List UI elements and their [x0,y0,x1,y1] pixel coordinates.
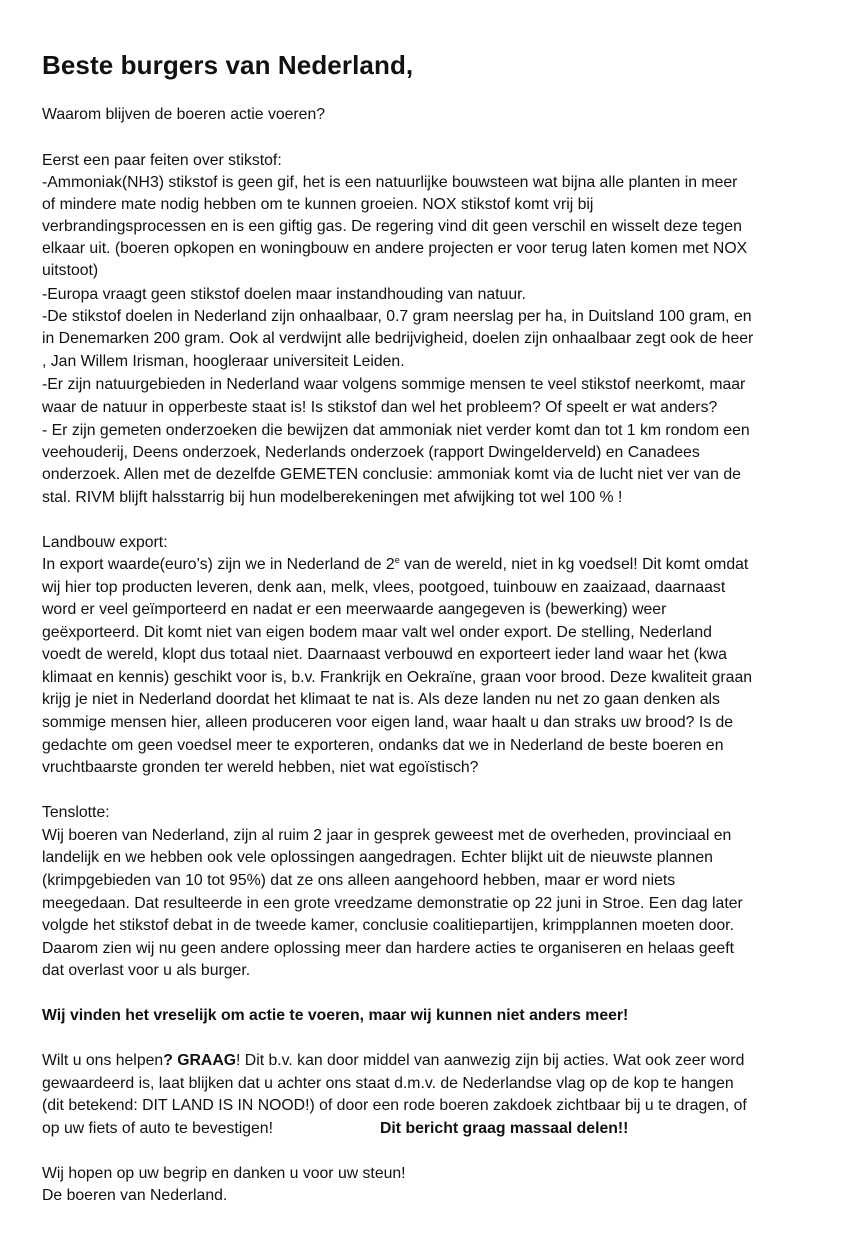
tenslotte-line: meegedaan. Dat resulteerde in een grote vreedzame demonstratie op 22 juni in Stroe. Een dag later [42,895,743,912]
tenslotte-line: landelijk en we hebben ook vele oplossingen aangedragen. Echter blijkt uit de nieuwste plannen [42,849,713,866]
graag-emphasis: ? GRAAG [163,1052,237,1069]
export-line: vruchtbaarste gronden ter wereld hebben, niet wat egoïstisch? [42,759,479,776]
stikstof-line: , Jan Willem Irisman, hoogleraar universiteit Leiden. [42,353,405,370]
help-line-end: ! Dit b.v. kan door middel van aanwezig zijn bij acties. Wat ook zeer word [236,1052,745,1069]
export-line: voedt de wereld, klopt dus totaal niet. Daarnaast verbouwd en exporteert ieder land waar het (kwa [42,646,727,663]
export-line [42,554,748,576]
share-call-to-action: Dit bericht graag massaal delen!! [380,1120,629,1137]
closing-thanks: Wij hopen op uw begrip en danken u voor uw steun! [42,1165,406,1182]
stikstof-line: veehouderij, Deens onderzoek, Nederlands onderzoek (rapport Dwingelderveld) en Canadees [42,444,700,461]
export-line: krijg je niet in Nederland doordat het klimaat te nat is. Als deze landen nu net zo gaan denken als [42,691,720,708]
export-line: geëxporteerd. Dit komt niet van eigen bodem maar valt wel onder export. De stelling, Nederland [42,624,712,641]
help-line: gewaardeerd is, laat blijken dat u achter ons staat d.m.v. de Nederlandse vlag op de kop te hangen [42,1075,734,1092]
closing-signature: De boeren van Nederland. [42,1187,228,1204]
tenslotte-line: Daarom zien wij nu geen andere oplossing meer dan hardere acties te organiseren en helaas geeft [42,940,734,957]
help-line [42,1050,744,1072]
stikstof-line: elkaar uit. (boeren opkopen en woningbouw en andere projecten er voor terug laten komen met NOX [42,240,748,257]
stikstof-line: -Ammoniak(NH3) stikstof is geen gif, het is een natuurlijke bouwsteen wat bijna alle planten in meer [42,174,738,191]
stikstof-line: -Er zijn natuurgebieden in Nederland waar volgens sommige mensen te veel stikstof neerkomt, maar [42,376,746,393]
stikstof-line: in Denemarken 200 gram. Ook al verdwijnt alle bedrijvigheid, doelen zijn onhaalbaar zegt ook de heer [42,330,754,347]
tenslotte-heading: Tenslotte: [42,804,110,821]
stikstof-line: stal. RIVM blijft halsstarrig bij hun modelberekeningen met afwijking tot wel 100 % ! [42,489,623,506]
tenslotte-line: (krimpgebieden van 10 tot 95%) dat ze ons alleen aangehoord hebben, maar er word niets [42,872,676,889]
export-line: klimaat en kennis) geschikt voor is, b.v. Frankrijk en Oekraïne, graan voor brood. Deze kwaliteit graan [42,669,753,686]
tenslotte-line: Wij boeren van Nederland, zijn al ruim 2 jaar in gesprek geweest met de overheden, provinciaal en [42,827,732,844]
export-line-start: In export waarde(euro’s) zijn we in Nederland de 2 [42,556,395,573]
help-line: op uw fiets of auto te bevestigen! [42,1120,273,1137]
export-line-end: van de wereld, niet in kg voedsel! Dit komt omdat [399,556,749,573]
export-line: sommige mensen hier, alleen produceren voor eigen land, waar haalt u dan straks uw brood? Is de [42,714,734,731]
tenslotte-line: dat overlast voor u als burger. [42,962,251,979]
export-line: wij hier top producten leveren, denk aan, melk, vlees, pootgoed, tuinbouw en zaaizaad, daarnaast [42,579,726,596]
intro-question: Waarom blijven de boeren actie voeren? [42,106,326,123]
export-heading: Landbouw export: [42,534,168,551]
stikstof-line: uitstoot) [42,262,99,279]
stikstof-line: verbrandingsprocessen en is een giftig gas. De regering vind dit geen verschil en wisselt deze tegen [42,218,742,235]
superscript-e: e [394,555,400,565]
stikstof-line: onderzoek. Allen met de dezelfde GEMETEN conclusie: ammoniak komt via de lucht niet ver van de [42,466,741,483]
export-line: gedachte om geen voedsel meer te exporteren, ondanks dat we in Nederland de beste boeren en [42,737,724,754]
stikstof-heading: Eerst een paar feiten over stikstof: [42,152,282,169]
stikstof-line: - Er zijn gemeten onderzoeken die bewijzen dat ammoniak niet verder komt dan tot 1 km rondom een [42,422,750,439]
stikstof-line: -De stikstof doelen in Nederland zijn onhaalbaar, 0.7 gram neerslag per ha, in Duitsland 100 gram, en [42,308,752,325]
stikstof-line: waar de natuur in opperbeste staat is! Is stikstof dan wel het probleem? Of speelt er wat anders? [42,399,718,416]
help-line-start: Wilt u ons helpen [42,1052,164,1069]
help-line: (dit betekend: DIT LAND IS IN NOOD!) of door een rode boeren zakdoek zichtbaar bij u te dragen, of [42,1097,747,1114]
export-line: word er veel geïmporteerd en nadat er een meerwaarde aangegeven is (bewerking) weer [42,601,667,618]
letter-title: Beste burgers van Nederland, [42,50,414,80]
stikstof-line: of mindere mate nodig hebben om te kunnen groeien. NOX stikstof komt vrij bij [42,196,594,213]
stikstof-line: -Europa vraagt geen stikstof doelen maar instandhouding van natuur. [42,286,526,303]
tenslotte-line: volgde het stikstof debat in de tweede kamer, conclusie coalitiepartijen, krimpplannen moeten door. [42,917,734,934]
bold-statement: Wij vinden het vreselijk om actie te voeren, maar wij kunnen niet anders meer! [42,1007,629,1024]
